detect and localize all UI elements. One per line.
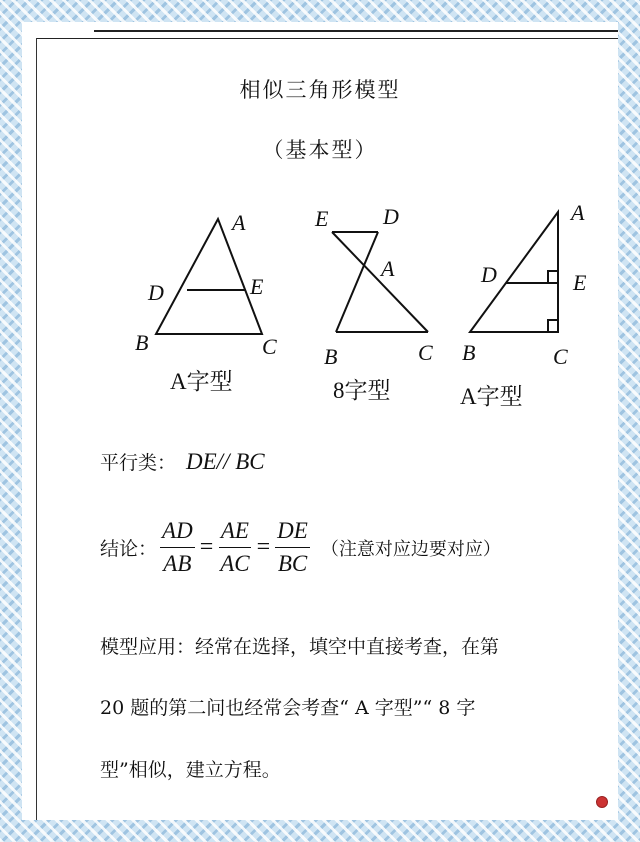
fig3-label-a: A [571, 200, 585, 225]
equals-sign: = [256, 534, 271, 560]
conclusion-label: 结论： [100, 538, 158, 560]
fig3-label-d: D [481, 262, 497, 287]
fig1-label-a: A [232, 210, 246, 235]
fig3-label-e: E [573, 270, 587, 295]
fig2-label-b: B [324, 344, 338, 369]
fig3-label-b: B [462, 340, 476, 365]
fig3-caption: A字型 [460, 384, 523, 409]
triangle-figures [22, 22, 618, 442]
fraction-ae-ac [218, 518, 251, 577]
watermark-stamp-icon [596, 796, 608, 808]
figure-8-shape [332, 232, 428, 332]
fraction-numerator: AE [219, 518, 251, 548]
parallel-label: 平行类： [100, 452, 177, 474]
parallel-line [100, 448, 265, 475]
equals-sign: = [199, 534, 214, 560]
page-title: 相似三角形模型 [239, 78, 401, 102]
fig2-label-c: C [418, 340, 433, 365]
fraction-ad-ab [160, 518, 195, 577]
document-page [22, 22, 618, 820]
fig2-label-d: D [383, 204, 399, 229]
fig2-caption: 8字型 [333, 378, 391, 403]
fig1-caption: A字型 [170, 369, 233, 394]
conclusion-line [100, 518, 501, 577]
fraction-denominator: AC [220, 551, 250, 576]
application-line-2: 20 题的第二问也经常会考查“ A 字型”“ 8 字 [100, 697, 476, 719]
fig1-label-b: B [135, 330, 149, 355]
fraction-denominator: AB [163, 551, 192, 576]
fig1-label-e: E [250, 274, 264, 299]
fig3-label-c: C [553, 344, 568, 369]
conclusion-note: （注意对应边要对应） [320, 538, 501, 560]
fig2-label-e: E [315, 206, 329, 231]
fraction-de-bc [275, 518, 310, 577]
figure-a-shape-1 [156, 219, 262, 334]
fraction-denominator: BC [277, 551, 308, 576]
page-subtitle: （基本型） [262, 138, 378, 162]
parallel-expression: DE// BC [186, 449, 265, 474]
fig1-label-d: D [148, 280, 164, 305]
fig2-label-a: A [381, 256, 395, 281]
fraction-numerator: AD [160, 518, 195, 548]
application-line-1: 模型应用：经常在选择，填空中直接考查，在第 [100, 636, 500, 658]
fig1-label-c: C [262, 334, 277, 359]
fraction-numerator: DE [275, 518, 310, 548]
application-line-3: 型”相似，建立方程。 [100, 759, 281, 781]
